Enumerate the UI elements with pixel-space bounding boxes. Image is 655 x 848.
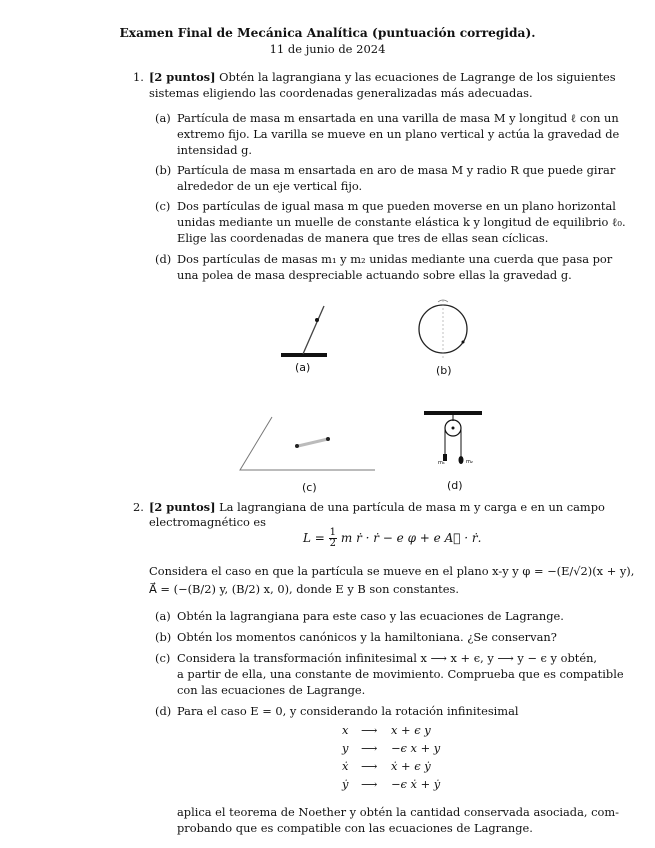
transform-row-3-rhs: ẋ + ϵ ẏ (391, 759, 431, 773)
problem-2-number: 2. (133, 500, 144, 514)
figure-c-mass-1 (295, 444, 299, 448)
figure-d-caption: (d) (447, 479, 463, 492)
p1-item-d-line-2: una polea de masa despreciable actuando sobre ellas la gravedad g. (177, 268, 572, 282)
figure-a-rod-diagram (281, 306, 327, 355)
exam-title: Examen Final de Mecánica Analítica (puntuación corregida). (119, 26, 536, 40)
transform-row-2-rhs: −ϵ x + y (391, 741, 441, 755)
figure-a-bead (315, 318, 319, 322)
lagrangian-rest: m ṙ · ṙ − e φ + e A⃗ · ṙ. (340, 531, 482, 545)
p1-item-c-label: (c) (155, 199, 171, 213)
figure-d-mass-2 (459, 456, 464, 464)
figure-d-m1-label: m₁ (438, 460, 445, 466)
transform-row-4-rhs: −ϵ ẋ + ẏ (391, 777, 441, 791)
figure-c-spring (298, 439, 328, 446)
p1-item-d-label: (d) (155, 252, 172, 266)
p2-item-c-line-2: a partir de ella, una constante de movimiento. Comprueba que es compatible (177, 667, 624, 681)
p1-item-a-line-1: Partícula de masa m ensartada en una varilla de masa M y longitud ℓ con un (177, 111, 619, 125)
problem-2-case-line-1: Considera el caso en que la partícula se mueve en el plano x-y y φ = −(E/√2)(x + y), (149, 564, 635, 578)
problem-1-intro-text: Obtén la lagrangiana y las ecuaciones de Lagrange de los siguientes (219, 70, 616, 84)
transform-row-1-arrow: ⟶ (361, 723, 378, 737)
problem-1-points: [2 puntos] (149, 70, 216, 84)
p2-item-a-label: (a) (155, 609, 171, 623)
transform-row-2-arrow: ⟶ (361, 741, 378, 755)
figure-b-hoop-diagram (419, 300, 467, 358)
transform-row-1-lhs: x (342, 723, 349, 737)
problem-2-intro-line-1 (149, 500, 605, 514)
transform-row-2-lhs: y (342, 741, 349, 755)
lagrangian-formula (303, 528, 481, 549)
p2-item-a-line-1: Obtén la lagrangiana para este caso y las ecuaciones de Lagrange. (177, 609, 564, 623)
figure-c-mass-2 (326, 437, 330, 441)
problem-2-points: [2 puntos] (149, 500, 216, 514)
p1-item-a-label: (a) (155, 111, 171, 125)
p1-item-a-line-3: intensidad g. (177, 143, 253, 157)
figure-b-bead (462, 341, 465, 344)
transform-row-4-lhs: ẏ (342, 777, 349, 791)
problem-2-intro-text: La lagrangiana de una partícula de masa m y carga e en un campo (219, 500, 605, 514)
p1-item-c-line-2: unidas mediante un muelle de constante elástica k y longitud de equilibrio ℓ₀. (177, 215, 626, 229)
p2-item-d-line-1: Para el caso E = 0, y considerando la rotación infinitesimal (177, 704, 519, 718)
figure-d-pulley-axle (452, 427, 455, 430)
p2-item-d-line-2: aplica el teorema de Noether y obtén la cantidad conservada asociada, com- (177, 805, 619, 819)
lagrangian-frac-den: 2 (329, 538, 337, 549)
problem-2-case-line-2: A⃗ = (−(B/2) y, (B/2) x, 0), donde E y B son constantes. (149, 582, 459, 596)
figure-b-caption: (b) (436, 364, 452, 377)
p1-item-d-line-1: Dos partículas de masas m₁ y m₂ unidas mediante una cuerda que pasa por (177, 252, 613, 266)
figure-a-rod (303, 306, 324, 354)
exam-date: 11 de junio de 2024 (269, 42, 386, 56)
lagrangian-frac-num: 1 (329, 527, 337, 538)
p1-item-b-line-1: Partícula de masa m ensartada en aro de masa M y radio R que puede girar (177, 163, 616, 177)
p2-item-b-label: (b) (155, 630, 172, 644)
lagrangian-fraction (329, 528, 337, 549)
p1-item-a-line-2: extremo fijo. La varilla se mueve en un plano vertical y actúa la gravedad de (177, 127, 620, 141)
figure-d-pulley-diagram (424, 413, 482, 466)
transform-row-3-arrow: ⟶ (361, 759, 378, 773)
figure-a-caption: (a) (295, 361, 311, 374)
p2-item-d-label: (d) (155, 704, 172, 718)
p1-item-c-line-1: Dos partículas de igual masa m que pueden moverse en un plano horizontal (177, 199, 616, 213)
figure-d-m2-label: m₂ (466, 459, 473, 465)
p2-item-c-label: (c) (155, 651, 171, 665)
figure-c-plane-diagram (240, 417, 375, 470)
problem-1-intro-line-2: sistemas eligiendo las coordenadas generalizadas más adecuadas. (149, 86, 533, 100)
problem-2-intro-line-2: electromagnético es (149, 515, 267, 529)
p2-item-b-line-1: Obtén los momentos canónicos y la hamiltoniana. ¿Se conservan? (177, 630, 557, 644)
p1-item-b-label: (b) (155, 163, 172, 177)
transform-row-1-rhs: x + ϵ y (391, 723, 431, 737)
p2-item-c-line-1: Considera la transformación infinitesimal x ⟶ x + ϵ, y ⟶ y − ϵ y obtén, (177, 651, 598, 665)
problem-1-number: 1. (133, 70, 144, 84)
p1-item-c-line-3: Elige las coordenadas de manera que tres de ellas sean cíclicas. (177, 231, 549, 245)
p1-item-b-line-2: alrededor de un eje vertical fijo. (177, 179, 363, 193)
transform-row-3-lhs: ẋ (342, 759, 349, 773)
figure-c-caption: (c) (302, 481, 317, 494)
lagrangian-lhs: L = (303, 531, 325, 545)
p2-item-d-line-3: probando que es compatible con las ecuaciones de Lagrange. (177, 821, 533, 835)
p2-item-c-line-3: con las ecuaciones de Lagrange. (177, 683, 366, 697)
transform-row-4-arrow: ⟶ (361, 777, 378, 791)
